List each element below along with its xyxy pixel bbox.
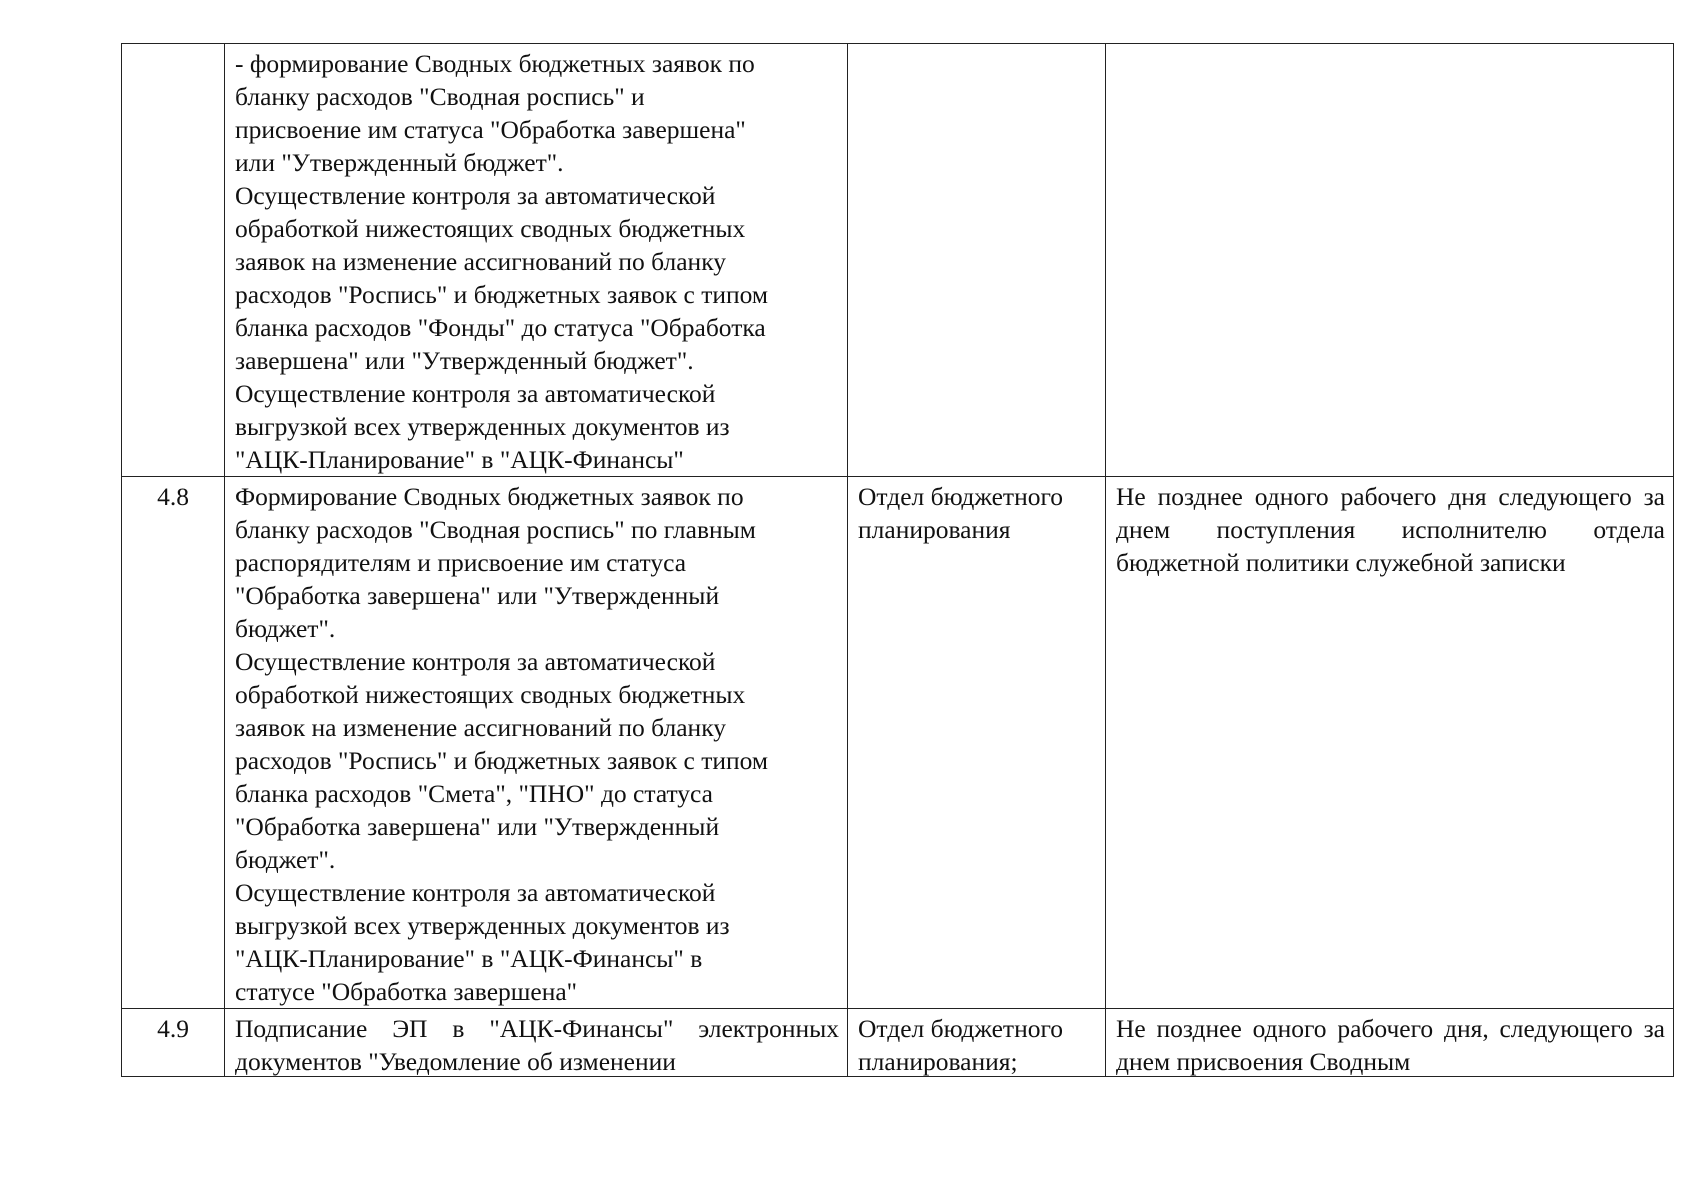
description-paragraph: Осуществление контроля за автоматической обработкой нижестоящих сводных бюджетных заявок на изменение ассигнований по бланку расходов "Роспись" и бюджетных заявок с типом бланка расходов "Смета", "ПНО" до статуса "Обработка завершена" или "Утвержденный бюджет". [235,647,769,874]
item-number [122,44,224,47]
description-cell [225,1009,848,1077]
term-cell [1106,44,1674,477]
term-cell [1106,477,1674,1009]
table-row [122,44,1674,477]
description-cell [225,44,848,477]
description-paragraph: Осуществление контроля за автоматической выгрузкой всех утвержденных документов из "АЦК-Планирование" в "АЦК-Финансы" [235,379,730,474]
item-number-cell [122,477,225,1009]
table-row [122,477,1674,1009]
description-paragraph: - формирование Сводных бюджетных заявок по бланку расходов "Сводная роспись" и присвоение им статуса "Обработка завершена" или "Утвержденный бюджет". [235,49,755,177]
description-cell [225,477,848,1009]
executor-text: Отдел бюджетного планирования [858,482,1064,544]
description-paragraph: Подписание ЭП в "АЦК-Финансы" электронных документов "Уведомление об изменении [235,1014,839,1076]
term-text: Не позднее одного рабочего дня, следующего за днем присвоения Сводным [1116,1014,1665,1076]
item-number: 4.9 [157,1014,189,1043]
executor-cell [848,477,1106,1009]
item-number-cell [122,1009,225,1077]
term-text: Не позднее одного рабочего дня следующего за днем поступления исполнителю отдела бюджетной политики служебной записки [1116,482,1665,577]
table-row [122,1009,1674,1077]
item-number-cell [122,44,225,477]
term-cell [1106,1009,1674,1077]
executor-text: Отдел бюджетного планирования; [858,1014,1064,1076]
description-paragraph: Формирование Сводных бюджетных заявок по бланку расходов "Сводная роспись" по главным распорядителям и присвоение им статуса "Обработка завершена" или "Утвержденный бюджет". [235,482,756,643]
executor-cell [848,44,1106,477]
executor-cell [848,1009,1106,1077]
description-paragraph: Осуществление контроля за автоматической выгрузкой всех утвержденных документов из "АЦК-Планирование" в "АЦК-Финансы" в статусе "Обработка завершена" [235,878,730,1006]
procedure-table [121,43,1674,1077]
item-number: 4.8 [157,482,189,511]
description-paragraph: Осуществление контроля за автоматической обработкой нижестоящих сводных бюджетных заявок на изменение ассигнований по бланку расходов "Роспись" и бюджетных заявок с типом бланка расходов "Фонды" до статуса "Обработка завершена" или "Утвержденный бюджет". [235,181,769,375]
